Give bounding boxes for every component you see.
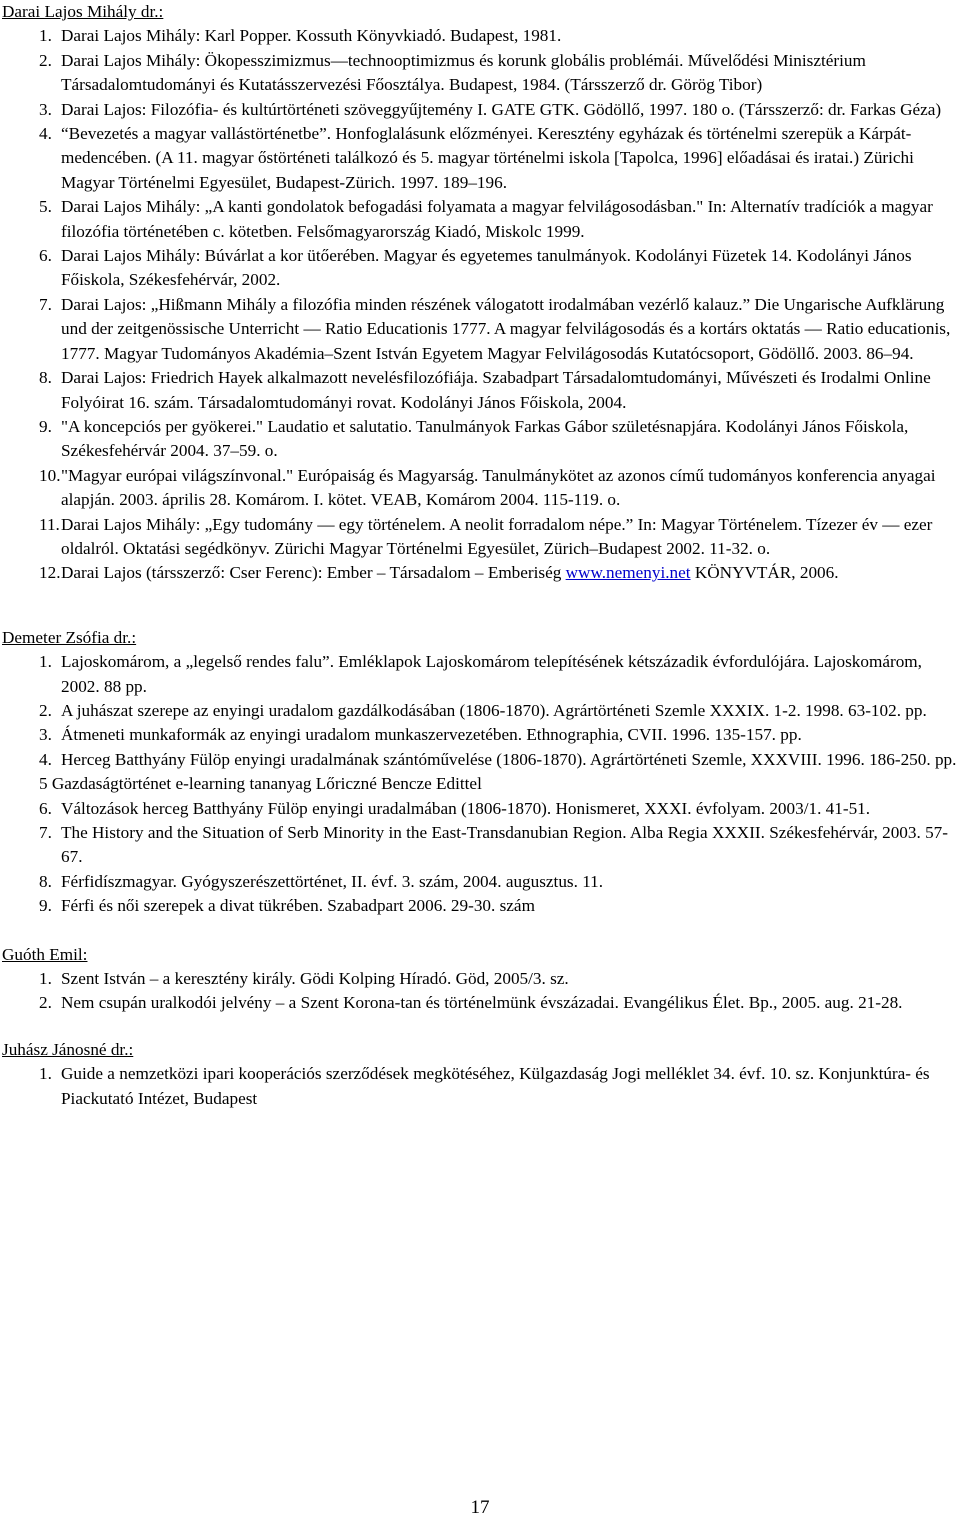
list-item: 6. Változások herceg Batthyány Fülöp enyingi uradalmában (1806-1870). Honismeret, XXXI. évfolyam. 2003/1. 41-51. [39,798,871,818]
list-item: 7. Darai Lajos: „Hißmann Mihály a filozófia minden részének válogatott irodalmában vezérlő kalauz.” Die Ungarische Aufklärung und der zeitgenössische Unterricht — Ratio Educationis 1777. A magyar felvilágosodás és a kortárs oktatás — Ratio educationis, 1777. Magyar Tudományos Akadémia–Szent István Egyetem Magyar Felvilágosodás Kutatócsoport, Gödöllő. 2003. 86–94. [39,294,951,363]
document-page [2,0,958,1111]
list-item: 9. "A koncepciós per gyökerei." Laudatio et salutatio. Tanulmányok Farkas Gábor születésnapjára. Kodolányi János Főiskola, Székesfehérvár 2004. 37–59. o. [39,416,909,461]
publication-list [2,650,958,918]
list-item: 2. Nem csupán uralkodói jelvény – a Szent Korona-tan és történelmünk évszázadai. Evangélikus Élet. Bp., 2005. aug. 21-28. [39,993,903,1013]
list-item: 2. Darai Lajos Mihály: Ökopesszimizmus—technooptimizmus és korunk globális problémái. Művelődési Minisztérium Társadalomtudományi és Kutatásszervezési Főosztálya. Budapest, 1984. (Társszerző dr. Görög Tibor) [39,50,866,95]
list-item: 1. Szent István – a keresztény király. Gödi Kolping Híradó. Göd, 2005/3. sz. [39,969,569,989]
list-item: 1. Darai Lajos Mihály: Karl Popper. Kossuth Könyvkiadó. Budapest, 1981. [39,26,562,46]
author-heading: Demeter Zsófia dr.: [2,627,137,647]
publication-list [2,967,958,1016]
list-item: 2. A juhászat szerepe az enyingi uradalom gazdálkodásában (1806-1870). Agrártörténeti Szemle XXXIX. 1-2. 1998. 63-102. pp. [39,700,927,720]
list-item: 8. Férfidíszmagyar. Gyógyszerészettörténet, II. évf. 3. szám, 2004. augusztus. 11. [39,871,604,891]
nemenyi-link[interactable]: www.nemenyi.net [565,563,691,583]
list-item: 10. "Magyar európai világszínvonal." Európaiság és Magyarság. Tanulmánykötet az azonos című tudományos konferencia anyagai alapján. 2003. április 28. Komárom. I. kötet. VEAB, Komárom 2004. 115-119. o. [39,465,936,510]
list-item: 4. Herceg Batthyány Fülöp enyingi uradalmának szántóművelése (1806-1870). Agrártörténeti Szemle, XXXVIII. 1996. 186-250. pp. [39,749,957,769]
publication-list [2,24,958,585]
publication-list [2,1062,958,1111]
list-item: 5 Gazdaságtörténet e-learning tananyag Lőriczné Bencze Edittel [39,774,482,794]
section-juhasz [2,1038,958,1111]
section-darai [2,0,958,586]
author-heading: Darai Lajos Mihály dr.: [2,2,164,21]
list-item: 1. Guide a nemzetközi ipari kooperációs szerződések megkötéséhez, Külgazdaság Jogi melléklet 34. évf. 10. sz. Konjunktúra- és Piackutató Intézet, Budapest [39,1064,930,1108]
list-item: 9. Férfi és női szerepek a divat tükrében. Szabadpart 2006. 29-30. szám [39,896,535,916]
list-item: 11. Darai Lajos Mihály: „Egy tudomány — egy történelem. A neolit forradalom népe.” In: Magyar Történelem. Tízezer év — ezer oldalról. Oktatási segédkönyv. Zürichi Magyar Történelmi Egyesület, Zürich–Budapest 2002. 11-32. o. [39,514,933,558]
section-guoth [2,943,958,1016]
author-heading: Guóth Emil: [2,944,88,964]
list-item: 3. Darai Lajos: Filozófia- és kultúrtörténeti szöveggyűjtemény I. GATE GTK. Gödöllő, 1997. 180 o. (Társszerző: dr. Farkas Géza) [39,99,942,119]
list-item: 6. Darai Lajos Mihály: Búvárlat a kor ütőerében. Magyar és egyetemes tanulmányok. Kodolányi Füzetek 14. Kodolányi János Főiskola, Székesfehérvár, 2002. [39,246,912,290]
list-item: 12. Darai Lajos (társszerző: Cser Ferenc): Ember – Társadalom – Emberiség www.nemenyi.net KÖNYVTÁR, 2006. [39,563,839,583]
section-demeter [2,626,958,919]
list-item: 5. Darai Lajos Mihály: „A kanti gondolatok befogadási folyamata a magyar felvilágosodásban." In: Alternatív tradíciók a magyar filozófia történetében c. kötetben. Felsőmagyarország Kiadó, Miskolc 1999. [39,197,933,241]
list-item: 3. Átmeneti munkaformák az enyingi uradalom munkaszervezetében. Ethnographia, CVII. 1996. 135-157. pp. [39,725,802,745]
list-item: 8. Darai Lajos: Friedrich Hayek alkalmazott nevelésfilozófiája. Szabadpart Társadalomtudományi, Művészeti és Irodalmi Online Folyóirat 16. szám. Társadalomtudományi rovat. Kodolányi János Főiskola, 2004. [39,368,931,412]
list-item: 4. “Bevezetés a magyar vallástörténetbe”. Honfoglalásunk előzményei. Keresztény egyházak és történelmi szerepük a Kárpát-medencében. (A 11. magyar őstörténeti találkozó és 5. magyar történelmi iskola [Tapolca, 1996] előadásai és iratai.) Zürichi Magyar Történelmi Egyesület, Budapest-Zürich. 1997. 189–196. [39,124,914,192]
list-item: 1. Lajoskomárom, a „legelső rendes falu”. Emléklapok Lajoskomárom telepítésének kétszázadik évfordulójára. Lajoskomárom, 2002. 88 pp. [39,652,922,696]
list-item: 7. The History and the Situation of Serb Minority in the East-Transdanubian Region. Alba Regia XXXII. Székesfehérvár, 2003. 57-67. [39,823,949,867]
page-number: 17 [470,1497,490,1518]
author-heading: Juhász Jánosné dr.: [2,1039,134,1059]
